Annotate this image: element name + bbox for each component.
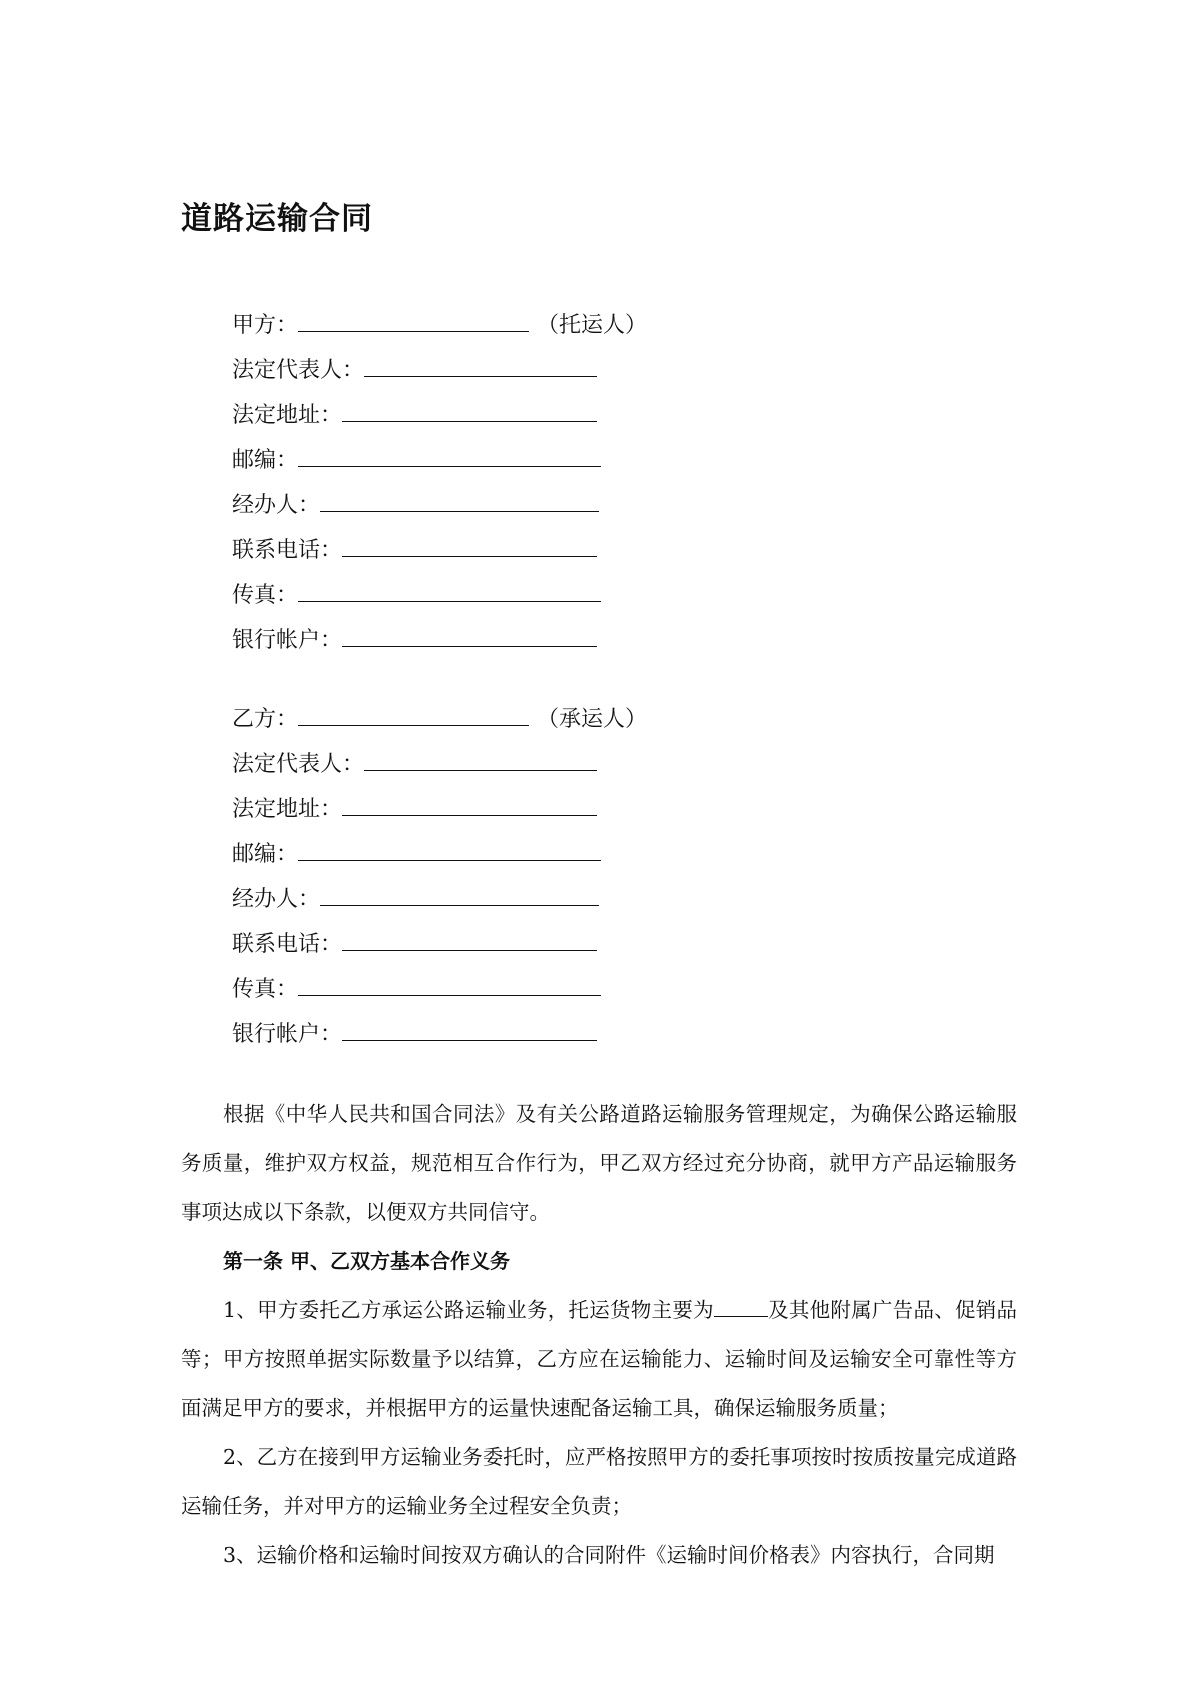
blank-line[interactable] [298,579,601,602]
field-label: 银行帐户： [232,1022,343,1047]
fax-row [232,967,647,1012]
blank-line[interactable] [342,1018,597,1041]
clause-1 [181,1286,1017,1433]
field-label: 银行帐户： [232,628,343,653]
blank-line[interactable] [298,703,529,726]
blank-line[interactable] [298,444,601,467]
blank-line[interactable] [320,883,599,906]
legal-rep-row [232,348,647,393]
bank-account-row [232,1012,647,1057]
clause-2: 2、乙方在接到甲方运输业务委托时，应严格按照甲方的委托事项按时按质按量完成道路运输任务，并对甲方的运输业务全过程安全负责； [181,1445,1017,1518]
legal-address-row [232,393,647,438]
party-a-name-row [232,303,647,348]
legal-rep-row [232,742,647,787]
clause-1-text-b: 及其他附属广告品、促销品等；甲方按照单据实际数量予以结算，乙方应在运输能力、运输时间及运输安全可靠性等方面满足甲方的要求，并根据甲方的运量快速配备运输工具，确保运输服务质量； [181,1298,1017,1420]
legal-address-row [232,787,647,832]
blank-line[interactable] [320,489,599,512]
blank-line[interactable] [342,399,597,422]
field-label: 经办人： [232,887,321,912]
role-label: （托运人） [537,313,648,338]
preamble-paragraph: 根据《中华人民共和国合同法》及有关公路道路运输服务管理规定，为确保公路运输服务质量，维护双方权益，规范相互合作行为，甲乙双方经过充分协商，就甲方产品运输服务事项达成以下条款，以便双方共同信守。 [181,1102,1017,1224]
handler-row [232,877,647,922]
field-label: 传真： [232,583,299,608]
field-label: 经办人： [232,493,321,518]
blank-line[interactable] [342,793,597,816]
handler-row [232,483,647,528]
clause-1-text-a: 1、甲方委托乙方承运公路运输业务，托运货物主要为 [223,1298,714,1322]
blank-line[interactable] [298,309,529,332]
article-1-heading [181,1237,1017,1286]
field-label: 联系电话： [232,932,343,957]
blank-line[interactable] [342,928,597,951]
field-label: 传真： [232,977,299,1002]
field-label: 邮编： [232,448,299,473]
blank-line[interactable] [342,534,597,557]
field-label: 联系电话： [232,538,343,563]
field-label: 邮编： [232,842,299,867]
field-label: 法定地址： [232,797,343,822]
postcode-row [232,438,647,483]
party-b-name-row [232,697,647,742]
field-label: 乙方： [232,707,299,732]
blank-line[interactable] [364,354,597,377]
field-label: 法定代表人： [232,752,365,777]
role-label: （承运人） [537,707,648,732]
article-heading-text: 第一条 甲、乙双方基本合作义务 [223,1249,510,1273]
phone-row [232,528,647,573]
field-label: 甲方： [232,313,299,338]
phone-row [232,922,647,967]
party-b-section [232,697,647,1057]
bank-account-row [232,618,647,663]
fax-row [232,573,647,618]
field-label: 法定地址： [232,403,343,428]
blank-line[interactable] [364,748,597,771]
field-label: 法定代表人： [232,358,365,383]
clause-3: 3、运输价格和运输时间按双方确认的合同附件《运输时间价格表》内容执行，合同期 [223,1543,995,1567]
goods-blank-line[interactable] [714,1296,768,1317]
blank-line[interactable] [342,624,597,647]
postcode-row [232,832,647,877]
blank-line[interactable] [298,838,601,861]
blank-line[interactable] [298,973,601,996]
party-a-section [232,303,647,663]
document-title: 道路运输合同 [181,201,373,237]
